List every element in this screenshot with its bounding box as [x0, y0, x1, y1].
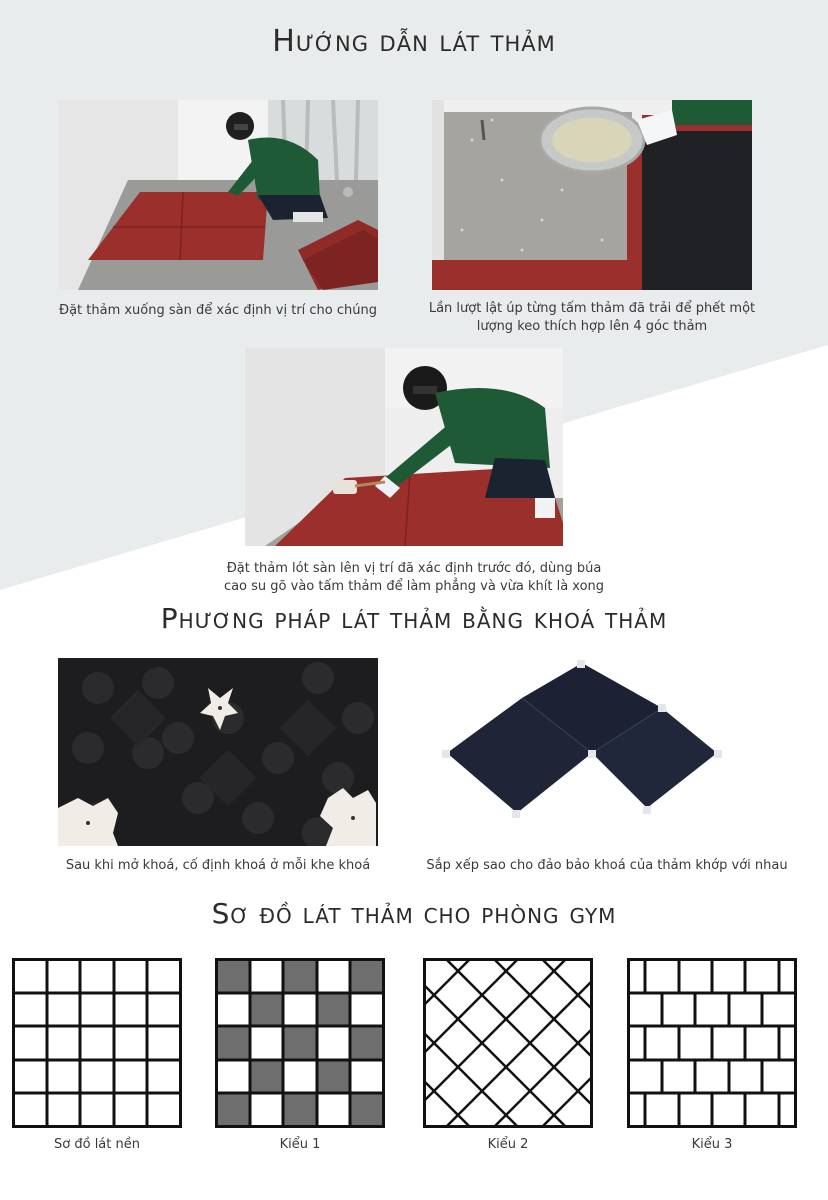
- diagram-style-3-label: Kiểu 3: [691, 1137, 733, 1152]
- lock-assembled-photo: [432, 658, 732, 838]
- step2-caption-line2: lượng keo thích hợp lên 4 góc thảm: [476, 319, 708, 334]
- step1-photo: [58, 100, 378, 290]
- lock-closeup-photo: [58, 658, 378, 846]
- step3-caption-line2: cao su gõ vào tấm thảm để làm phẳng và vừa khít là xong: [223, 579, 605, 594]
- step3-photo: [245, 348, 563, 546]
- step1-caption: Đặt thảm xuống sàn để xác định vị trí cho chúng: [59, 303, 377, 318]
- diagram-style-1-label: Kiểu 1: [279, 1137, 321, 1152]
- diagram-style-3: [627, 958, 797, 1128]
- step3-caption-line1: Đặt thảm lót sàn lên vị trí đã xác định trước đó, dùng búa: [226, 561, 602, 576]
- diagram-style-1: [215, 958, 385, 1128]
- step2-caption: [412, 300, 772, 336]
- diagram-base-grid: [12, 958, 182, 1128]
- diagram-style-2-label: Kiểu 2: [487, 1137, 529, 1152]
- gym-diagram-title: Sơ đồ lát thảm cho phòng gym: [211, 897, 617, 930]
- diagram-base-label: Sơ đồ lát nền: [54, 1137, 140, 1152]
- lock-method-title: Phương pháp lát thảm bằng khoá thảm: [160, 602, 668, 635]
- step3-caption: [200, 560, 628, 596]
- lock-caption-1: Sau khi mở khoá, cố định khoá ở mỗi khe khoá: [65, 858, 371, 873]
- step2-photo: [432, 100, 752, 290]
- lock-caption-2: Sắp xếp sao cho đảo bảo khoá của thảm khớp với nhau: [426, 858, 788, 873]
- guide-title: Hướng dẫn lát thảm: [272, 24, 556, 59]
- step2-caption-line1: Lần lượt lật úp từng tấm thảm đã trải để phết một: [428, 301, 756, 316]
- diagram-style-2: [423, 958, 593, 1128]
